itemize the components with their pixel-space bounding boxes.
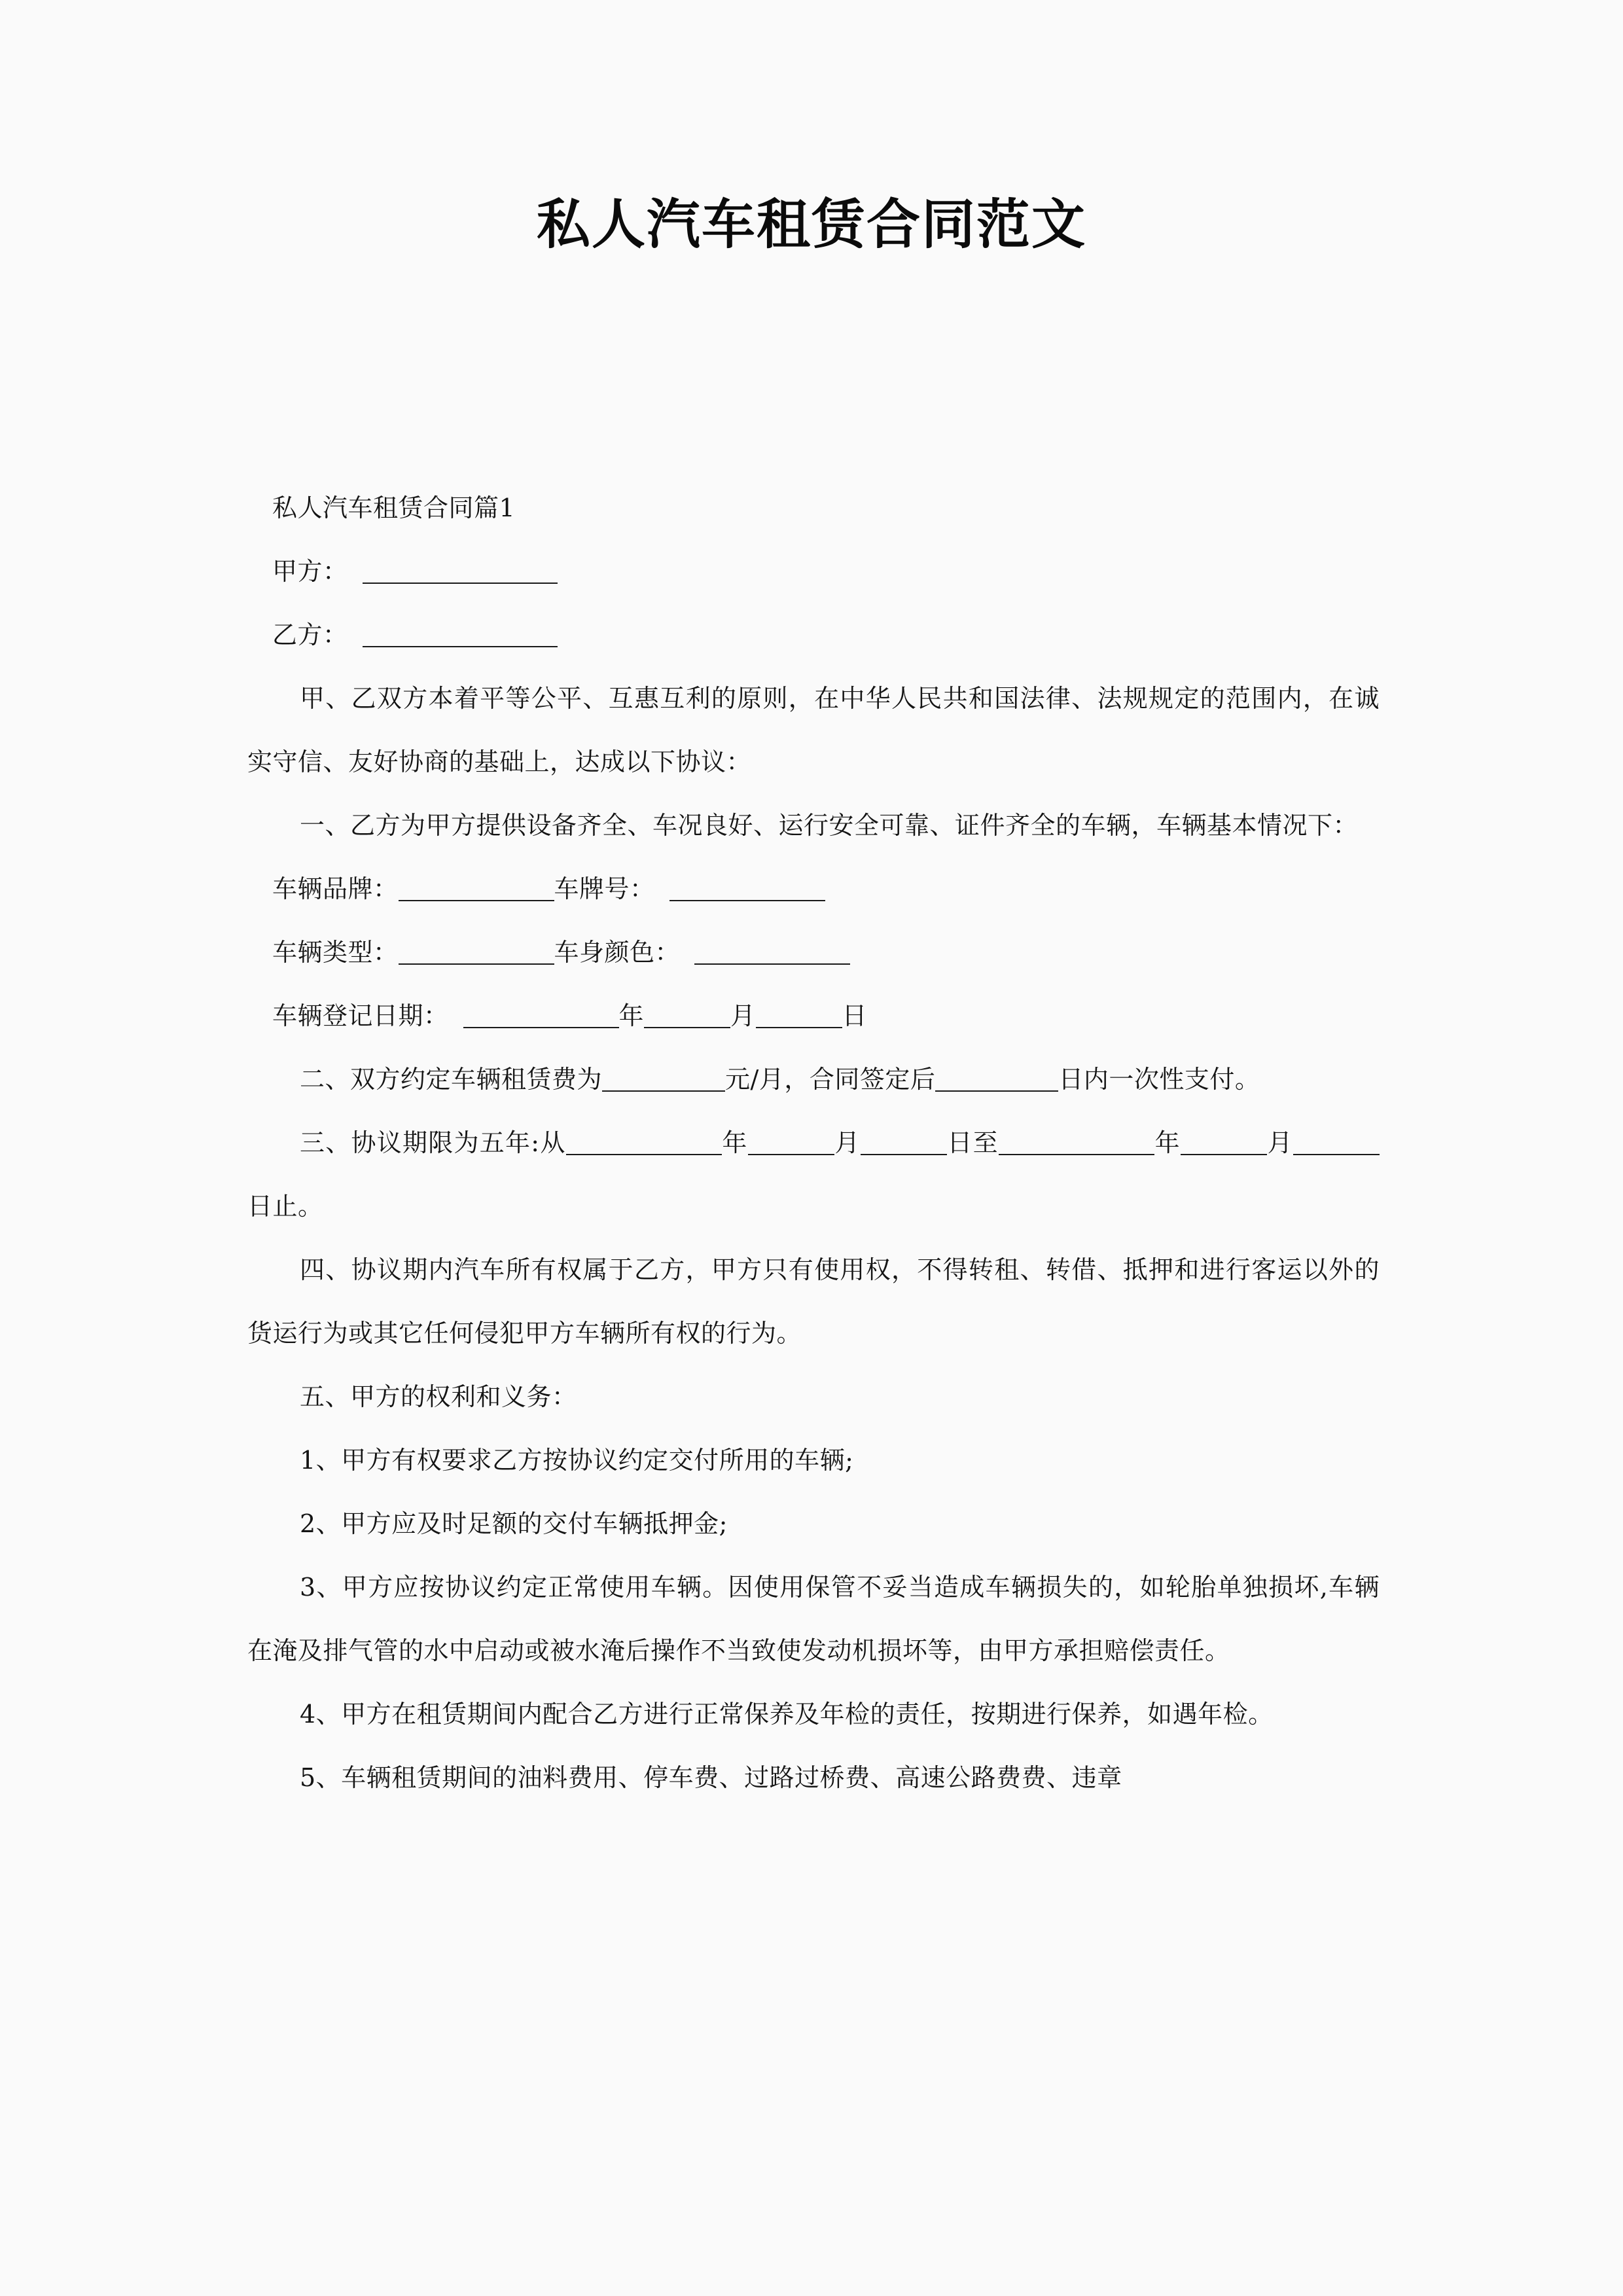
plate-number-label: 车牌号： xyxy=(554,874,655,903)
rent-amount-blank[interactable] xyxy=(602,1068,725,1092)
unit-month-label-end: 月 xyxy=(1266,1128,1293,1157)
payment-days-blank[interactable] xyxy=(935,1068,1058,1092)
clause-1-paragraph: 一、乙方为甲方提供设备齐全、车况良好、运行安全可靠、证件齐全的车辆，车辆基本情况下： xyxy=(300,811,1359,840)
list-item-4: 4、甲方在租赁期间内配合乙方进行正常保养及年检的责任，按期进行保养，如遇年检。 xyxy=(300,1700,1274,1729)
vehicle-brand-line xyxy=(247,857,1380,921)
party-b-line xyxy=(247,603,1380,667)
preamble-paragraph: 甲、乙双方本着平等公平、互惠互利的原则，在中华人民共和国法律、法规规定的范围内，在诚实守信、友好协商的基础上，达成以下协议： xyxy=(247,684,1380,776)
list-item-3: 3、甲方应按协议约定正常使用车辆。因使用保管不妥当造成车辆损失的，如轮胎单独损坏,车辆在淹及排气管的水中启动或被水淹后操作不当致使发动机损坏等，由甲方承担赔偿责任。 xyxy=(247,1573,1380,1665)
vehicle-type-line xyxy=(247,921,1380,984)
unit-month-label-start: 月 xyxy=(834,1128,861,1157)
list-item-5: 5、车辆租赁期间的油料费用、停车费、过路过桥费、高速公路费费、违章 xyxy=(300,1763,1122,1792)
start-month-blank[interactable] xyxy=(748,1132,834,1155)
party-b-blank[interactable] xyxy=(363,624,558,647)
clause-3-paragraph xyxy=(247,1111,1380,1238)
document-body xyxy=(247,476,1380,1810)
party-a-blank[interactable] xyxy=(363,560,558,584)
clause-3-text-a: 三、协议期限为五年: xyxy=(300,1128,540,1157)
unit-day-label: 日 xyxy=(842,1001,868,1030)
list-item-2: 2、甲方应及时足额的交付车辆抵押金; xyxy=(300,1509,728,1538)
end-month-blank[interactable] xyxy=(1181,1132,1267,1155)
body-color-blank[interactable] xyxy=(694,941,850,965)
registration-month-blank[interactable] xyxy=(644,1005,730,1028)
clause-2-text-c: 日内一次性支付。 xyxy=(1058,1065,1260,1094)
clause-5-paragraph: 五、甲方的权利和义务： xyxy=(300,1382,577,1411)
party-b-label: 乙方： xyxy=(272,620,348,649)
clause-2-text-a: 二、双方约定车辆租赁费为 xyxy=(300,1065,603,1094)
clause-3-to-label: 日至 xyxy=(946,1128,999,1157)
vehicle-brand-blank[interactable] xyxy=(399,878,554,901)
vehicle-type-label: 车辆类型： xyxy=(272,938,399,967)
unit-year-label: 年 xyxy=(618,1001,645,1030)
vehicle-type-blank[interactable] xyxy=(399,941,554,965)
body-color-label: 车身颜色： xyxy=(554,938,681,967)
section-heading: 私人汽车租赁合同篇1 xyxy=(272,493,516,522)
party-a-line xyxy=(247,540,1380,603)
clause-3-end-label: 日止。 xyxy=(247,1192,323,1221)
end-day-blank[interactable] xyxy=(1293,1132,1380,1155)
unit-year-label-end: 年 xyxy=(1154,1128,1181,1157)
clause-4-paragraph: 四、协议期内汽车所有权属于乙方，甲方只有使用权，不得转租、转借、抵押和进行客运以外的货运行为或其它任何侵犯甲方车辆所有权的行为。 xyxy=(247,1255,1380,1348)
list-item-1: 1、甲方有权要求乙方按协议约定交付所用的车辆; xyxy=(300,1446,854,1475)
vehicle-brand-label: 车辆品牌： xyxy=(272,874,399,903)
clause-2-paragraph xyxy=(247,1048,1380,1111)
unit-month-label: 月 xyxy=(730,1001,756,1030)
party-a-label: 甲方： xyxy=(272,557,348,586)
unit-year-label-start: 年 xyxy=(721,1128,748,1157)
registration-date-line xyxy=(247,984,1380,1048)
registration-date-label: 车辆登记日期： xyxy=(272,1001,449,1030)
start-day-blank[interactable] xyxy=(861,1132,947,1155)
clause-3-from-label: 从 xyxy=(539,1128,566,1157)
registration-year-blank[interactable] xyxy=(463,1005,619,1028)
start-year-blank[interactable] xyxy=(566,1132,722,1155)
clause-2-text-b: 元/月，合同签定后 xyxy=(725,1065,936,1094)
end-year-blank[interactable] xyxy=(999,1132,1154,1155)
registration-day-blank[interactable] xyxy=(756,1005,842,1028)
plate-number-blank[interactable] xyxy=(669,878,825,901)
page-title: 私人汽车租赁合同范文 xyxy=(536,194,1086,256)
